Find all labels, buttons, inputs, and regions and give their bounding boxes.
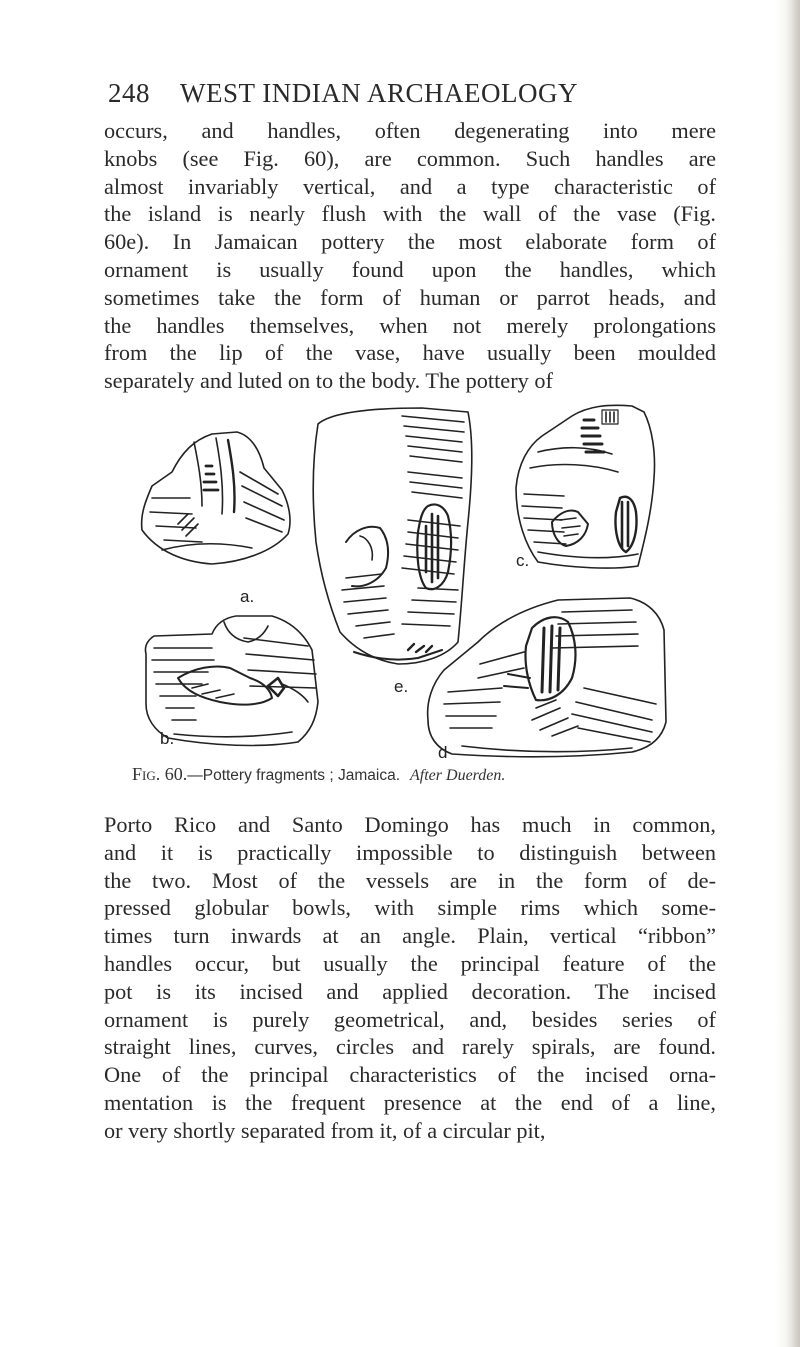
label-c: c. <box>516 551 530 570</box>
fragment-e-drawing <box>313 408 472 664</box>
text-line: ornament is usually found upon the handles, which <box>104 256 716 282</box>
paragraph-2 <box>104 811 716 1145</box>
text-line: Porto Rico and Santo Domingo has much in common, <box>104 812 716 837</box>
text-line: sometimes take the form of human or parrot heads, and <box>104 284 716 310</box>
figure-caption <box>132 764 692 785</box>
label-e: e. <box>394 677 409 696</box>
text-line: the island is nearly flush with the wall of the vase (Fig. <box>104 201 716 227</box>
text-line: straight lines, curves, circles and rarely spirals, are found. <box>104 1034 716 1060</box>
pottery-fragments-figure <box>132 402 672 764</box>
text-line: ornament is purely geometrical, and, besides series of <box>104 1006 716 1032</box>
label-a: a. <box>240 587 255 606</box>
text-line: 60e). In Jamaican pottery the most elaborate form of <box>104 229 716 255</box>
page-edge-shadow <box>786 0 800 1347</box>
text-line: or very shortly separated from it, of a circular pit, <box>104 1117 546 1143</box>
label-d: d <box>438 743 448 762</box>
text-line: mentation is the frequent presence at the end of a line, <box>104 1089 716 1115</box>
text-line: pressed globular bowls, with simple rims which some- <box>104 895 716 921</box>
fragment-b-drawing <box>145 616 318 745</box>
fragment-d-drawing <box>428 598 666 757</box>
caption-figure-number: Fig. 60. <box>132 764 188 784</box>
running-title: WEST INDIAN ARCHAEOLOGY <box>180 78 578 108</box>
caption-credit: After Duerden. <box>410 767 506 784</box>
paragraph-1 <box>104 117 716 395</box>
text-line: the handles themselves, when not merely prolongations <box>104 312 716 338</box>
text-line: occurs, and handles, often degenerating into mere <box>104 118 716 143</box>
running-head <box>108 78 708 118</box>
label-b: b. <box>160 729 175 748</box>
text-line: almost invariably vertical, and a type characteristic of <box>104 173 716 199</box>
text-line: the two. Most of the vessels are in the form of de- <box>104 867 716 893</box>
text-line: One of the principal characteristics of the incised orna- <box>104 1062 716 1088</box>
caption-text: —Pottery fragments ; Jamaica. <box>187 767 401 784</box>
text-line: pot is its incised and applied decoration. The incised <box>104 978 716 1004</box>
page-number: 248 <box>108 78 150 108</box>
text-line: times turn inwards at an angle. Plain, vertical “ribbon” <box>104 923 716 949</box>
text-line: handles occur, but usually the principal feature of the <box>104 950 716 976</box>
text-line: and it is practically impossible to distinguish between <box>104 839 716 865</box>
text-line: from the lip of the vase, have usually been moulded <box>104 340 716 366</box>
fragment-c-drawing <box>516 405 655 568</box>
fragment-a-drawing <box>142 432 290 564</box>
text-line: knobs (see Fig. 60), are common. Such handles are <box>104 145 716 171</box>
text-line: separately and luted on to the body. The pottery of <box>104 368 553 394</box>
